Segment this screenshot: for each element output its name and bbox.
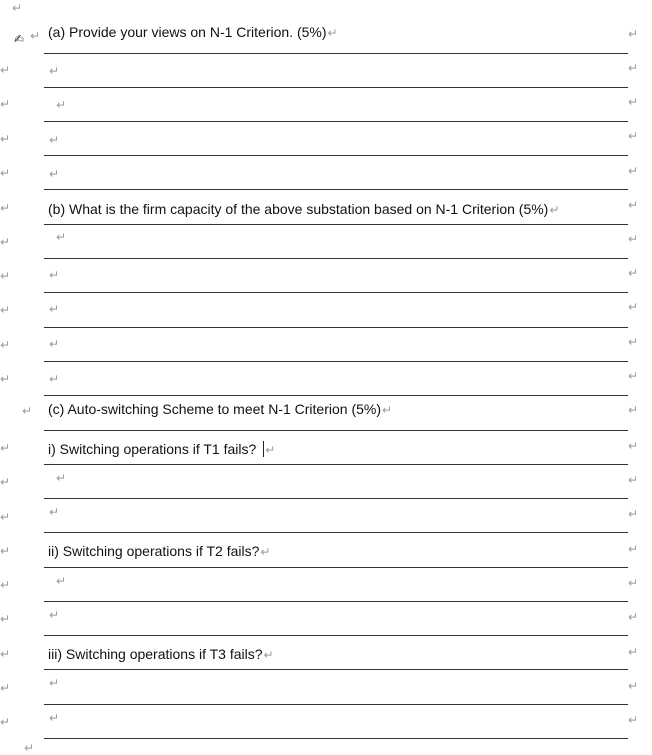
paragraph-mark: ↵	[628, 164, 639, 178]
paragraph-mark: ↵	[628, 645, 639, 659]
paragraph-mark: ↵	[628, 335, 639, 349]
paragraph-mark: ↵	[628, 300, 639, 314]
paragraph-mark: ↵	[30, 29, 41, 43]
paragraph-mark: ↵	[628, 713, 639, 727]
paragraph-mark: ↵	[49, 608, 60, 622]
paragraph-mark: ↵	[0, 166, 11, 180]
paragraph-mark: ↵	[49, 268, 60, 282]
paragraph-mark: ↵	[0, 612, 11, 626]
answer-line[interactable]	[44, 224, 628, 225]
answer-line[interactable]	[44, 738, 628, 739]
paragraph-mark: ↵	[0, 715, 11, 729]
hand-writing-icon: ✍	[14, 32, 25, 46]
paragraph-mark: ↵	[49, 711, 60, 725]
paragraph-mark: ↵	[0, 372, 11, 386]
paragraph-mark: ↵	[49, 505, 60, 519]
paragraph-mark: ↵	[628, 403, 639, 417]
paragraph-mark: ↵	[628, 542, 639, 556]
answer-line[interactable]	[44, 87, 628, 88]
paragraph-mark: ↵	[49, 676, 60, 690]
paragraph-mark: ↵	[22, 404, 33, 418]
answer-line[interactable]	[44, 395, 628, 396]
paragraph-mark: ↵	[628, 369, 639, 383]
answer-line[interactable]	[44, 258, 628, 259]
answer-line[interactable]	[44, 155, 628, 156]
paragraph-mark: ↵	[0, 475, 11, 489]
paragraph-mark: ↵	[0, 647, 11, 661]
paragraph-mark: ↵	[0, 63, 11, 77]
paragraph-mark: ↵	[0, 510, 11, 524]
answer-line[interactable]	[44, 361, 628, 362]
question-a[interactable]	[48, 23, 338, 42]
paragraph-mark: ↵	[0, 544, 11, 558]
paragraph-mark: ↵	[628, 576, 639, 590]
paragraph-mark: ↵	[0, 441, 11, 455]
paragraph-mark: ↵	[49, 302, 60, 316]
paragraph-mark: ↵	[628, 507, 639, 521]
paragraph-mark: ↵	[260, 545, 271, 559]
question-c-iii[interactable]	[48, 645, 274, 664]
paragraph-mark: ↵	[49, 64, 60, 78]
paragraph-mark: ↵	[628, 95, 639, 109]
paragraph-mark: ↵	[24, 741, 35, 755]
paragraph-mark: ↵	[0, 97, 11, 111]
answer-line[interactable]	[44, 464, 628, 465]
question-c-ii[interactable]	[48, 542, 270, 561]
question-c-text: (c) Auto-switching Scheme to meet N-1 Criterion (5%)	[48, 401, 381, 417]
paragraph-mark: ↵	[0, 269, 11, 283]
paragraph-mark: ↵	[49, 372, 60, 386]
paragraph-mark: ↵	[0, 235, 11, 249]
paragraph-mark: ↵	[628, 61, 639, 75]
paragraph-mark: ↵	[628, 27, 639, 41]
paragraph-mark: ↵	[628, 610, 639, 624]
paragraph-mark: ↵	[628, 473, 639, 487]
paragraph-mark: ↵	[56, 230, 67, 244]
question-b-text: (b) What is the firm capacity of the above substation based on N-1 Criterion (5%)	[48, 201, 549, 217]
paragraph-mark: ↵	[265, 443, 276, 457]
paragraph-mark: ↵	[56, 471, 67, 485]
question-c-ii-text: ii) Switching operations if T2 fails?	[48, 543, 260, 559]
answer-line[interactable]	[44, 567, 628, 568]
paragraph-mark: ↵	[327, 26, 338, 40]
paragraph-mark: ↵	[0, 201, 11, 215]
question-c-i-text: i) Switching operations if T1 fails?	[48, 441, 261, 457]
paragraph-mark: ↵	[0, 338, 11, 352]
paragraph-mark: ↵	[49, 167, 60, 181]
paragraph-mark: ↵	[628, 439, 639, 453]
answer-line[interactable]	[44, 669, 628, 670]
paragraph-mark: ↵	[549, 203, 560, 217]
paragraph-mark: ↵	[628, 129, 639, 143]
paragraph-mark: ↵	[628, 266, 639, 280]
paragraph-mark: ↵	[628, 232, 639, 246]
paragraph-mark: ↵	[56, 574, 67, 588]
paragraph-mark: ↵	[263, 648, 274, 662]
paragraph-mark: ↵	[0, 578, 11, 592]
question-c-i[interactable]	[48, 440, 275, 459]
question-c-iii-text: iii) Switching operations if T3 fails?	[48, 646, 263, 662]
answer-line[interactable]	[44, 53, 628, 54]
paragraph-mark: ↵	[0, 132, 11, 146]
paragraph-mark: ↵	[56, 98, 67, 112]
answer-line[interactable]	[44, 121, 628, 122]
paragraph-mark: ↵	[49, 133, 60, 147]
answer-line[interactable]	[44, 189, 628, 190]
answer-line[interactable]	[44, 292, 628, 293]
paragraph-mark: ↵	[49, 337, 60, 351]
answer-line[interactable]	[44, 601, 628, 602]
question-a-text: (a) Provide your views on N-1 Criterion. (5%)	[48, 24, 327, 40]
question-b[interactable]	[48, 200, 559, 219]
paragraph-mark: ↵	[628, 198, 639, 212]
answer-line[interactable]	[44, 532, 628, 533]
paragraph-mark: ↵	[0, 681, 11, 695]
answer-line[interactable]	[44, 635, 628, 636]
answer-line[interactable]	[44, 704, 628, 705]
answer-line[interactable]	[44, 498, 628, 499]
answer-line[interactable]	[44, 327, 628, 328]
paragraph-mark: ↵	[0, 303, 11, 317]
paragraph-mark: ↵	[12, 1, 23, 15]
question-c[interactable]	[48, 400, 392, 419]
answer-line[interactable]	[44, 430, 628, 431]
paragraph-mark: ↵	[382, 403, 393, 417]
paragraph-mark: ↵	[628, 679, 639, 693]
